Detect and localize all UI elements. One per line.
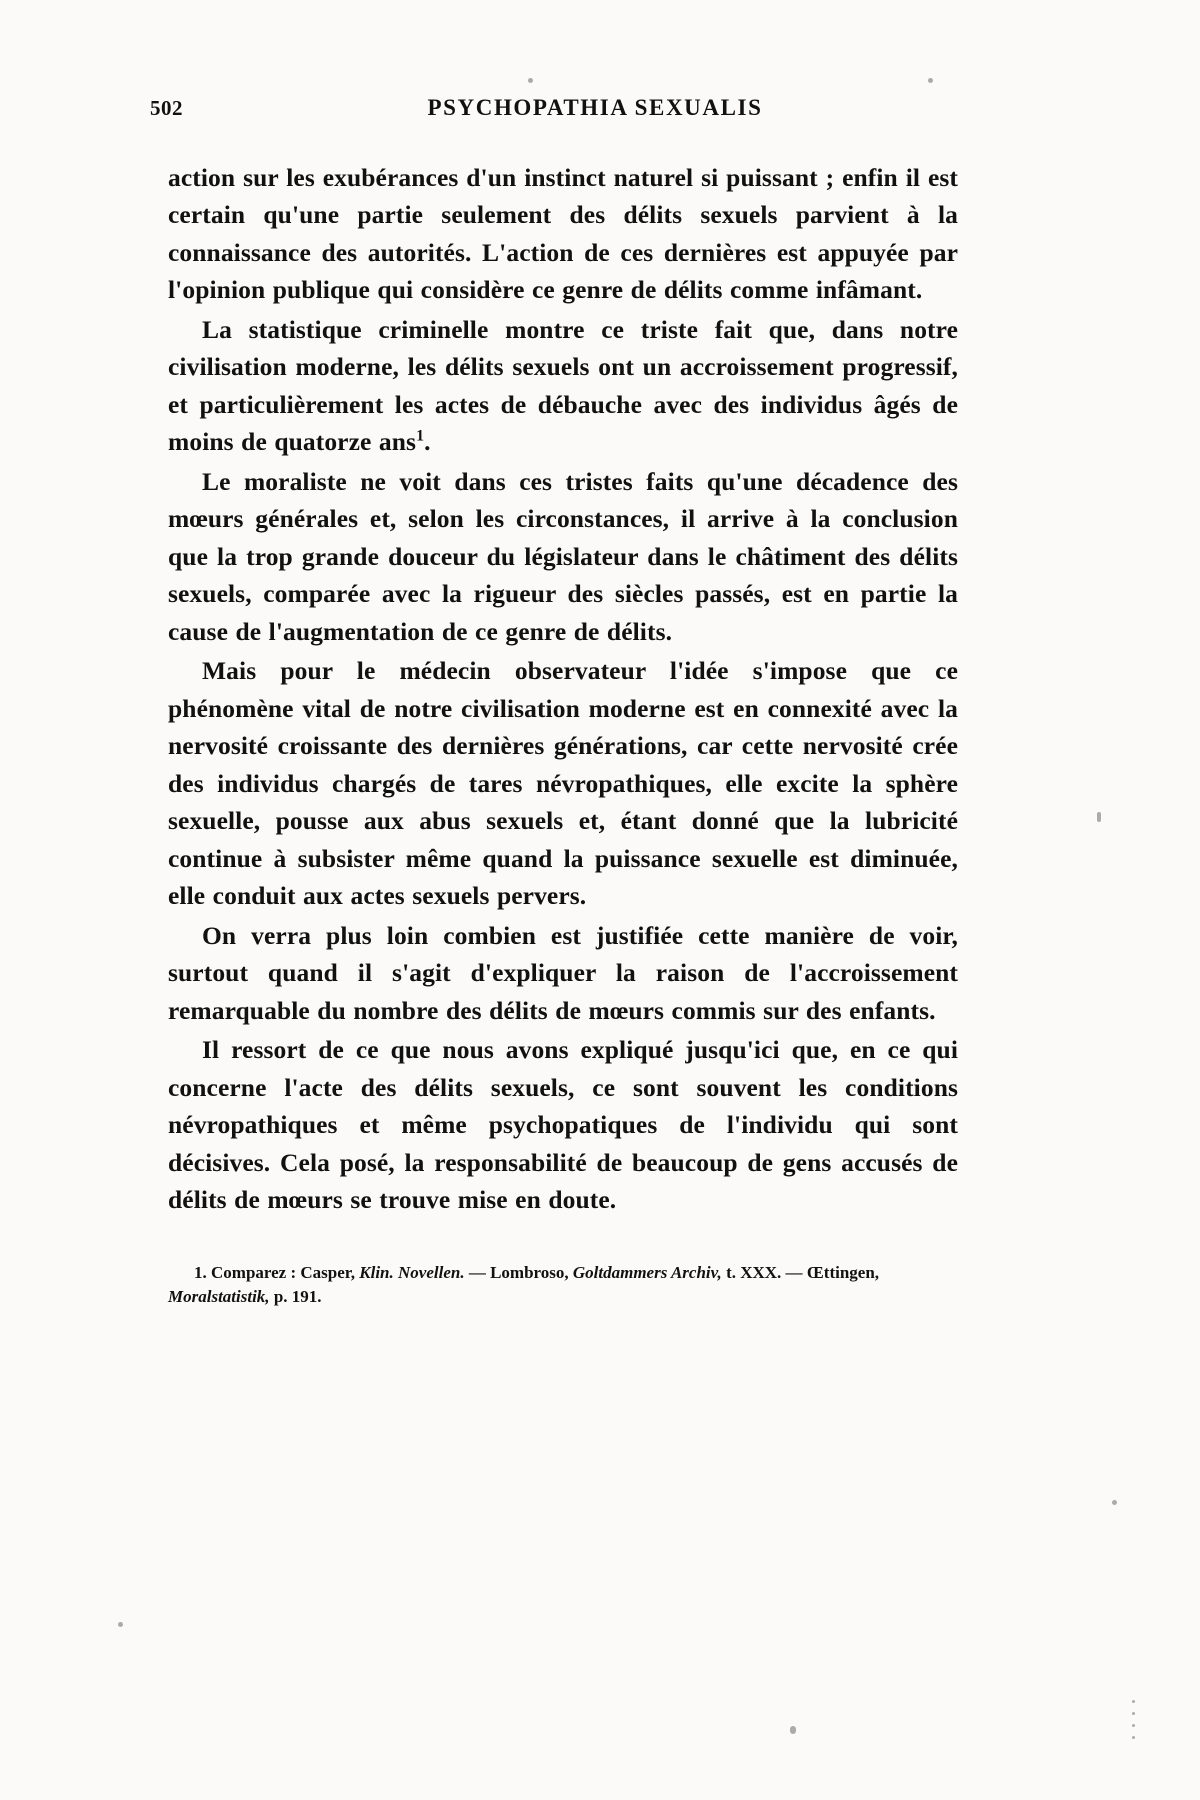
body-text: [168, 159, 958, 1219]
running-title: PSYCHOPATHIA SEXUALIS: [427, 95, 763, 120]
footnote-1-text-after: t. XXX. — Œttingen,: [721, 1262, 880, 1282]
page-number: 502: [150, 96, 183, 120]
footnote-1-italic-2: Goltdammers Archiv,: [572, 1262, 722, 1282]
page-content: [150, 95, 1050, 1310]
paragraph-2-tail: .: [424, 427, 431, 457]
footnote-1-italic-1: Klin. Novellen.: [359, 1262, 465, 1282]
scan-speck: [790, 1726, 796, 1734]
footnote-1-italic-3: Moralstatistik,: [168, 1287, 270, 1307]
footnote-1-text-mid: — Lombroso,: [464, 1262, 573, 1282]
paragraph-2-lead: La statistique criminelle: [202, 314, 489, 344]
footnote-1-text-end: p. 191.: [269, 1287, 322, 1307]
paragraph-2: [168, 311, 958, 461]
page-header: [150, 95, 1050, 121]
paragraph-5: On verra plus loin combien est justifiée cette manière de voir, surtout quand il s'agit d'expliquer la raison de l'accroissement remarquable du nombre des délits de mœurs commis sur des enfants.: [168, 920, 958, 1025]
footnote-reference-1: 1: [416, 427, 425, 445]
scan-speck: [528, 78, 533, 83]
paragraph-6: Il ressort de ce que nous avons expliqué jusqu'ici que, en ce qui concerne l'acte des délits sexuels, ce sont souvent les conditions névropathiques et même psychopatiques de l'individu qui sont décisives. Cela posé, la responsabilité de beaucoup de gens accusés de délits de mœurs se trouve mise en doute.: [168, 1035, 958, 1215]
paragraph-2-body: montre ce triste fait que, dans notre civilisation moderne, les délits sexuels ont un accroissement progressif, et particulièrement les actes de débauche avec des individus âgés de moins de quatorze ans: [168, 314, 959, 457]
scan-speck: [1132, 1724, 1135, 1727]
scan-speck: [1112, 1500, 1117, 1505]
scan-speck: [1132, 1736, 1135, 1739]
footnote-1-marker: 1.: [194, 1262, 207, 1282]
paragraph-3: Le moraliste ne voit dans ces tristes faits qu'une décadence des mœurs générales et, selon les circonstances, il arrive à la conclusion que la trop grande douceur du législateur dans le châtiment des délits sexuels, comparée avec la rigueur des siècles passés, est en partie la cause de l'augmentation de ce genre de délits.: [168, 466, 958, 646]
footnote-1-text-before: Comparez : Casper,: [206, 1262, 360, 1282]
paragraph-4: Mais pour le médecin observateur l'idée s'impose que ce phénomène vital de notre civilisation moderne est en connexité avec la nervosité croissante des dernières générations, car cette nervosité crée des individus chargés de tares névropathiques, elle excite la sphère sexuelle, pousse aux abus sexuels et, étant donné que la lubricité continue à subsister même quand la puissance sexuelle est diminuée, elle conduit aux actes sexuels pervers.: [168, 656, 958, 911]
footnotes-block: [168, 1261, 958, 1310]
footnote-1: [168, 1261, 958, 1310]
paragraph-1: action sur les exubérances d'un instinct naturel si puissant ; enfin il est certain qu'une partie seulement des délits sexuels parvient à la connaissance des autorités. L'action de ces dernières est appuyée par l'opinion publique qui considère ce genre de délits comme infâmant.: [168, 163, 958, 305]
scan-speck: [1132, 1712, 1135, 1715]
scan-speck: [928, 78, 933, 83]
scan-speck: [1132, 1700, 1135, 1703]
scan-speck: [1097, 812, 1101, 822]
scan-speck: [118, 1622, 123, 1627]
